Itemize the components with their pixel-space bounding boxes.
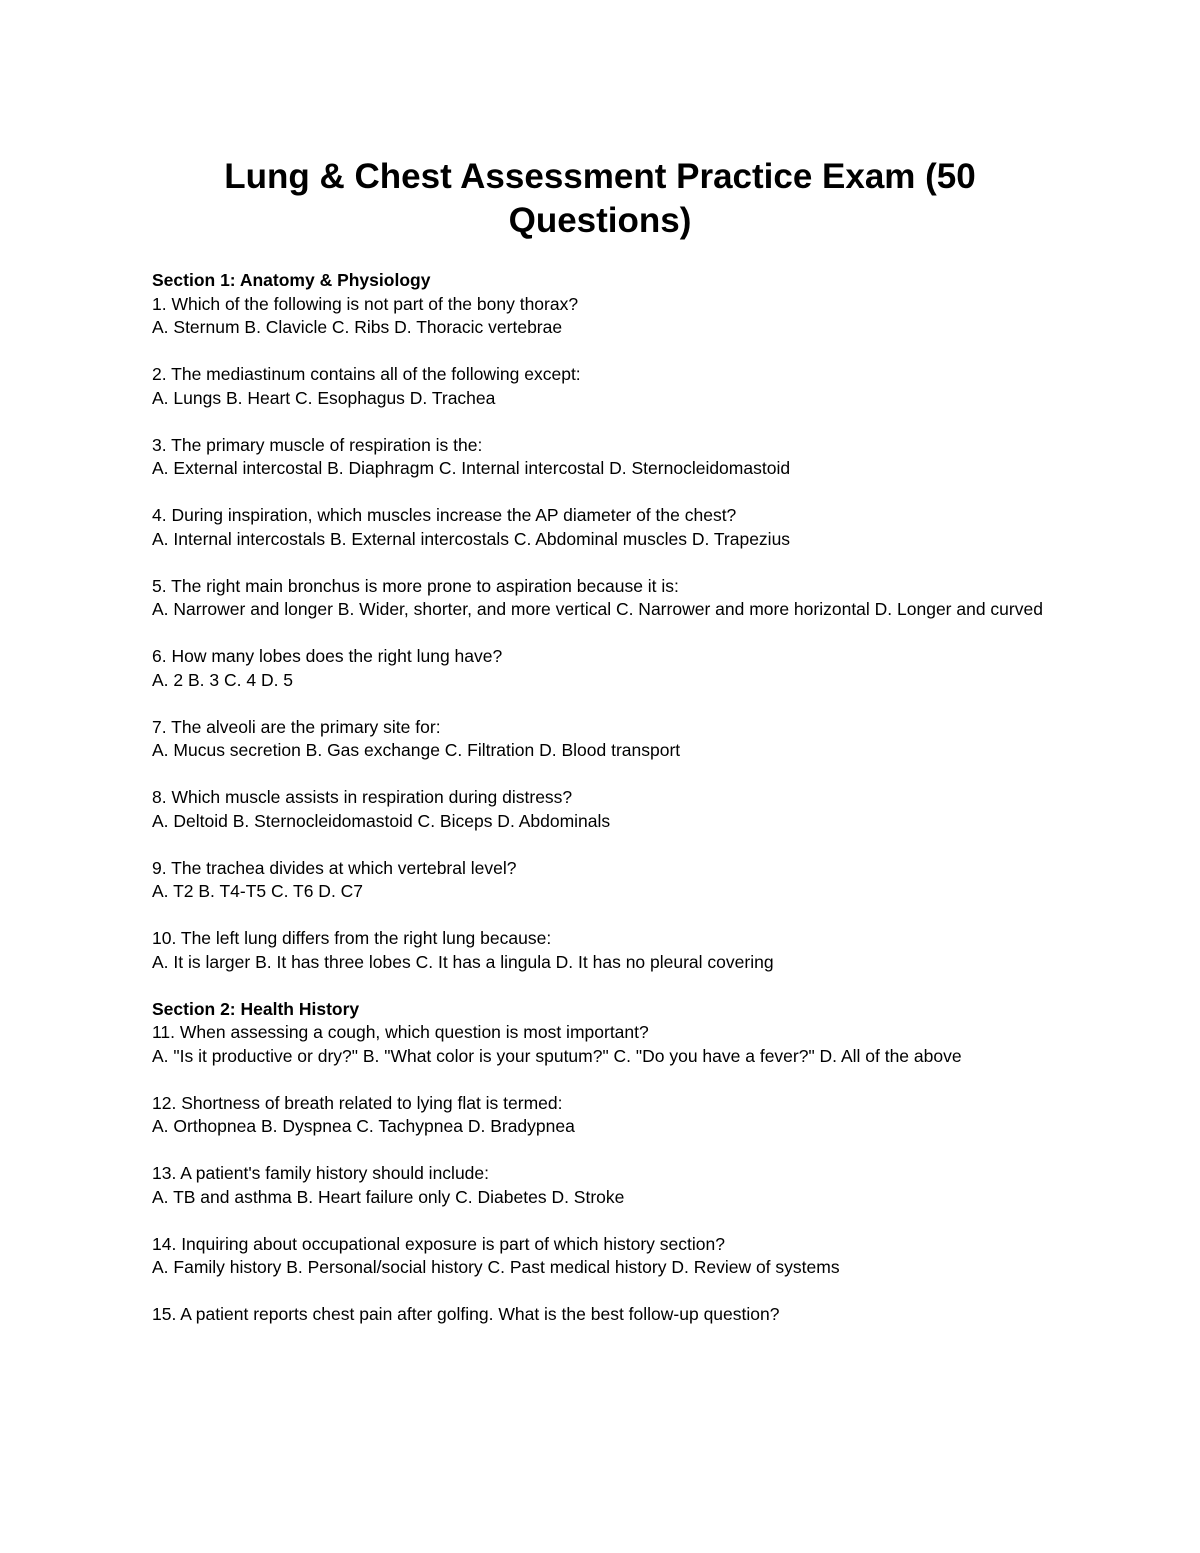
question-5 — [152, 575, 1052, 622]
question-options: A. Lungs B. Heart C. Esophagus D. Trachea — [152, 387, 496, 408]
question-options: A. 2 B. 3 C. 4 D. 5 — [152, 669, 294, 690]
question-text: 7. The alveoli are the primary site for: — [152, 716, 441, 737]
question-text: 9. The trachea divides at which vertebral level? — [152, 857, 517, 878]
question-1 — [152, 293, 1052, 340]
section-heading: Section 1: Anatomy & Physiology — [152, 270, 431, 290]
question-text: 2. The mediastinum contains all of the following except: — [152, 364, 581, 384]
question-15 — [152, 1303, 1052, 1327]
question-text: 6. How many lobes does the right lung have? — [152, 646, 503, 666]
question-4 — [152, 504, 1052, 551]
question-10 — [152, 927, 1052, 974]
question-options: A. Mucus secretion B. Gas exchange C. Filtration D. Blood transport — [152, 740, 681, 760]
question-7 — [152, 716, 1052, 763]
question-options: A. Sternum B. Clavicle C. Ribs D. Thoracic vertebrae — [152, 317, 563, 337]
question-8 — [152, 786, 1052, 833]
question-3 — [152, 434, 1052, 481]
question-text: 5. The right main bronchus is more prone to aspiration because it is: — [152, 575, 679, 596]
question-9 — [152, 857, 1052, 904]
question-6 — [152, 645, 1052, 692]
question-12 — [152, 1092, 1052, 1139]
question-options: A. Orthopnea B. Dyspnea C. Tachypnea D. Bradypnea — [152, 1116, 575, 1136]
question-options: A. It is larger B. It has three lobes C. It has a lingula D. It has no pleural covering — [152, 951, 774, 972]
question-text: 1. Which of the following is not part of the bony thorax? — [152, 293, 579, 314]
question-options: A. Family history B. Personal/social history C. Past medical history D. Review of systems — [152, 1257, 840, 1277]
question-text: 15. A patient reports chest pain after golfing. What is the best follow-up question? — [152, 1304, 780, 1324]
question-text: 14. Inquiring about occupational exposure is part of which history section? — [152, 1233, 725, 1254]
section-health-history — [152, 998, 1052, 1327]
exam-page — [152, 155, 1052, 1327]
question-options: A. External intercostal B. Diaphragm C. Internal intercostal D. Sternocleidomastoid — [152, 458, 791, 478]
question-text: 3. The primary muscle of respiration is the: — [152, 434, 483, 455]
question-14 — [152, 1233, 1052, 1280]
question-options: A. "Is it productive or dry?" B. "What color is your sputum?" C. "Do you have a fever?" D. All of the above — [152, 1045, 962, 1066]
question-text: 13. A patient's family history should include: — [152, 1163, 490, 1183]
title-line-2: Questions) — [508, 201, 692, 240]
question-11 — [152, 1021, 1052, 1068]
section-anatomy-physiology — [152, 269, 1052, 974]
question-options: A. T2 B. T4-T5 C. T6 D. C7 — [152, 881, 364, 901]
question-options: A. Deltoid B. Sternocleidomastoid C. Biceps D. Abdominals — [152, 810, 611, 831]
question-text: 4. During inspiration, which muscles increase the AP diameter of the chest? — [152, 505, 737, 525]
question-text: 12. Shortness of breath related to lying flat is termed: — [152, 1092, 563, 1113]
title-line-1: Lung & Chest Assessment Practice Exam (50 — [224, 157, 976, 196]
page-title — [152, 155, 1052, 243]
question-text: 8. Which muscle assists in respiration during distress? — [152, 787, 573, 807]
question-2 — [152, 363, 1052, 410]
question-options: A. Internal intercostals B. External intercostals C. Abdominal muscles D. Trapezius — [152, 528, 791, 549]
question-13 — [152, 1162, 1052, 1209]
question-text: 11. When assessing a cough, which question is most important? — [152, 1022, 649, 1042]
question-text: 10. The left lung differs from the right lung because: — [152, 928, 552, 948]
question-options: A. Narrower and longer B. Wider, shorter, and more vertical C. Narrower and more horizontal D. Longer and curved — [152, 599, 1043, 619]
question-options: A. TB and asthma B. Heart failure only C. Diabetes D. Stroke — [152, 1186, 625, 1207]
section-heading: Section 2: Health History — [152, 998, 360, 1019]
